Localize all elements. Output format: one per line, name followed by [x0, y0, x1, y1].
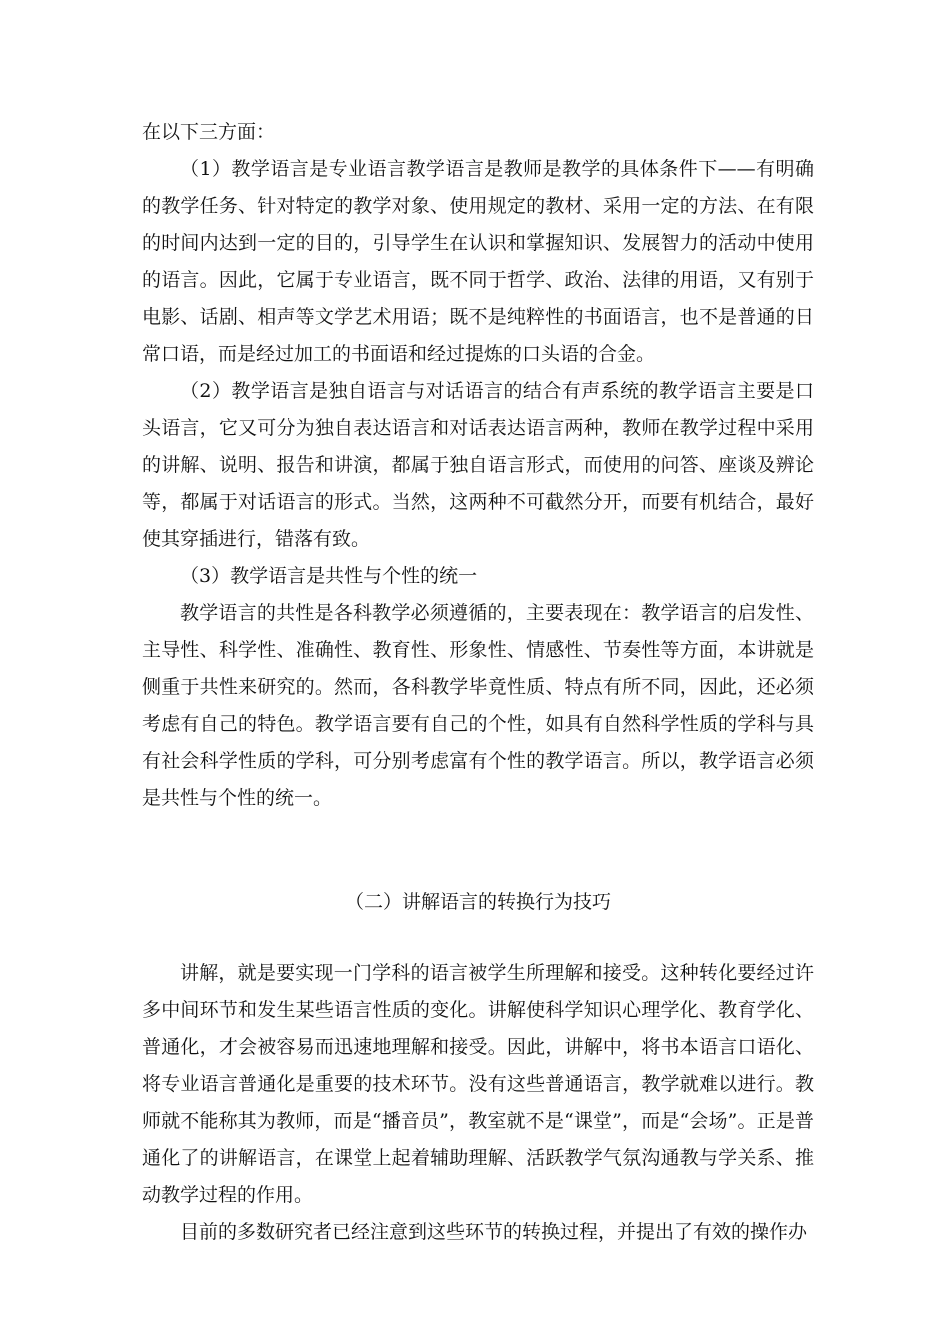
section-heading: （二）讲解语言的转换行为技巧 [344, 891, 611, 913]
paragraph-point-2: （2）教学语言是独自语言与对话语言的结合有声系统的教学语言主要是口头语言，它又可分为独自表达语言和对话表达语言两种，教师在教学过程中采用的讲解、说明、报告和讲演，都属于独自语言形式，而使用的问答、座谈及辨论等，都属于对话语言的形式。当然，这两种不可截然分开，而要有机结合，最好使其穿插进行，错落有致。 [142, 380, 814, 550]
document-body-part2 [142, 955, 814, 1251]
paragraph-explanation: 讲解，就是要实现一门学科的语言被学生所理解和接受。这种转化要经过许多中间环节和发生某些语言性质的变化。讲解使科学知识心理学化、教育学化、普通化，才会被容易而迅速地理解和接受。因此，讲解中，将书本语言口语化、将专业语言普通化是重要的技术环节。没有这些普通语言，教学就难以进行。教师就不能称其为教师，而是“播音员”，教室就不是“课堂”，而是“会场”。正是普通化了的讲解语言，在课堂上起着辅助理解、活跃教学气氛沟通教与学关系、推动教学过程的作用。 [142, 962, 814, 1206]
document-body-part1 [142, 114, 814, 817]
paragraph-point-3-body: 教学语言的共性是各科教学必须遵循的，主要表现在：教学语言的启发性、主导性、科学性、准确性、教育性、形象性、情感性、节奏性等方面，本讲就是侧重于共性来研究的。然而，各科教学毕竟性质、特点有所不同，因此，还必须考虑有自己的特色。教学语言要有自己的个性，如具有自然科学性质的学科与具有社会科学性质的学科，可分别考虑富有个性的教学语言。所以，教学语言必须是共性与个性的统一。 [142, 602, 814, 809]
paragraph-point-3-title: （3）教学语言是共性与个性的统一 [180, 565, 478, 587]
intro-line: 在以下三方面： [142, 121, 276, 143]
paragraph-research: 目前的多数研究者已经注意到这些环节的转换过程，并提出了有效的操作办 [180, 1221, 808, 1243]
paragraph-point-1: （1）教学语言是专业语言教学语言是教师是教学的具体条件下——有明确的教学任务、针对特定的教学对象、使用规定的教材、采用一定的方法、在有限的时间内达到一定的目的，引导学生在认识和掌握知识、发展智力的活动中使用的语言。因此，它属于专业语言，既不同于哲学、政治、法律的用语，又有别于电影、话剧、相声等文学艺术用语；既不是纯粹性的书面语言，也不是普通的日常口语，而是经过加工的书面语和经过提炼的口头语的合金。 [142, 158, 814, 365]
